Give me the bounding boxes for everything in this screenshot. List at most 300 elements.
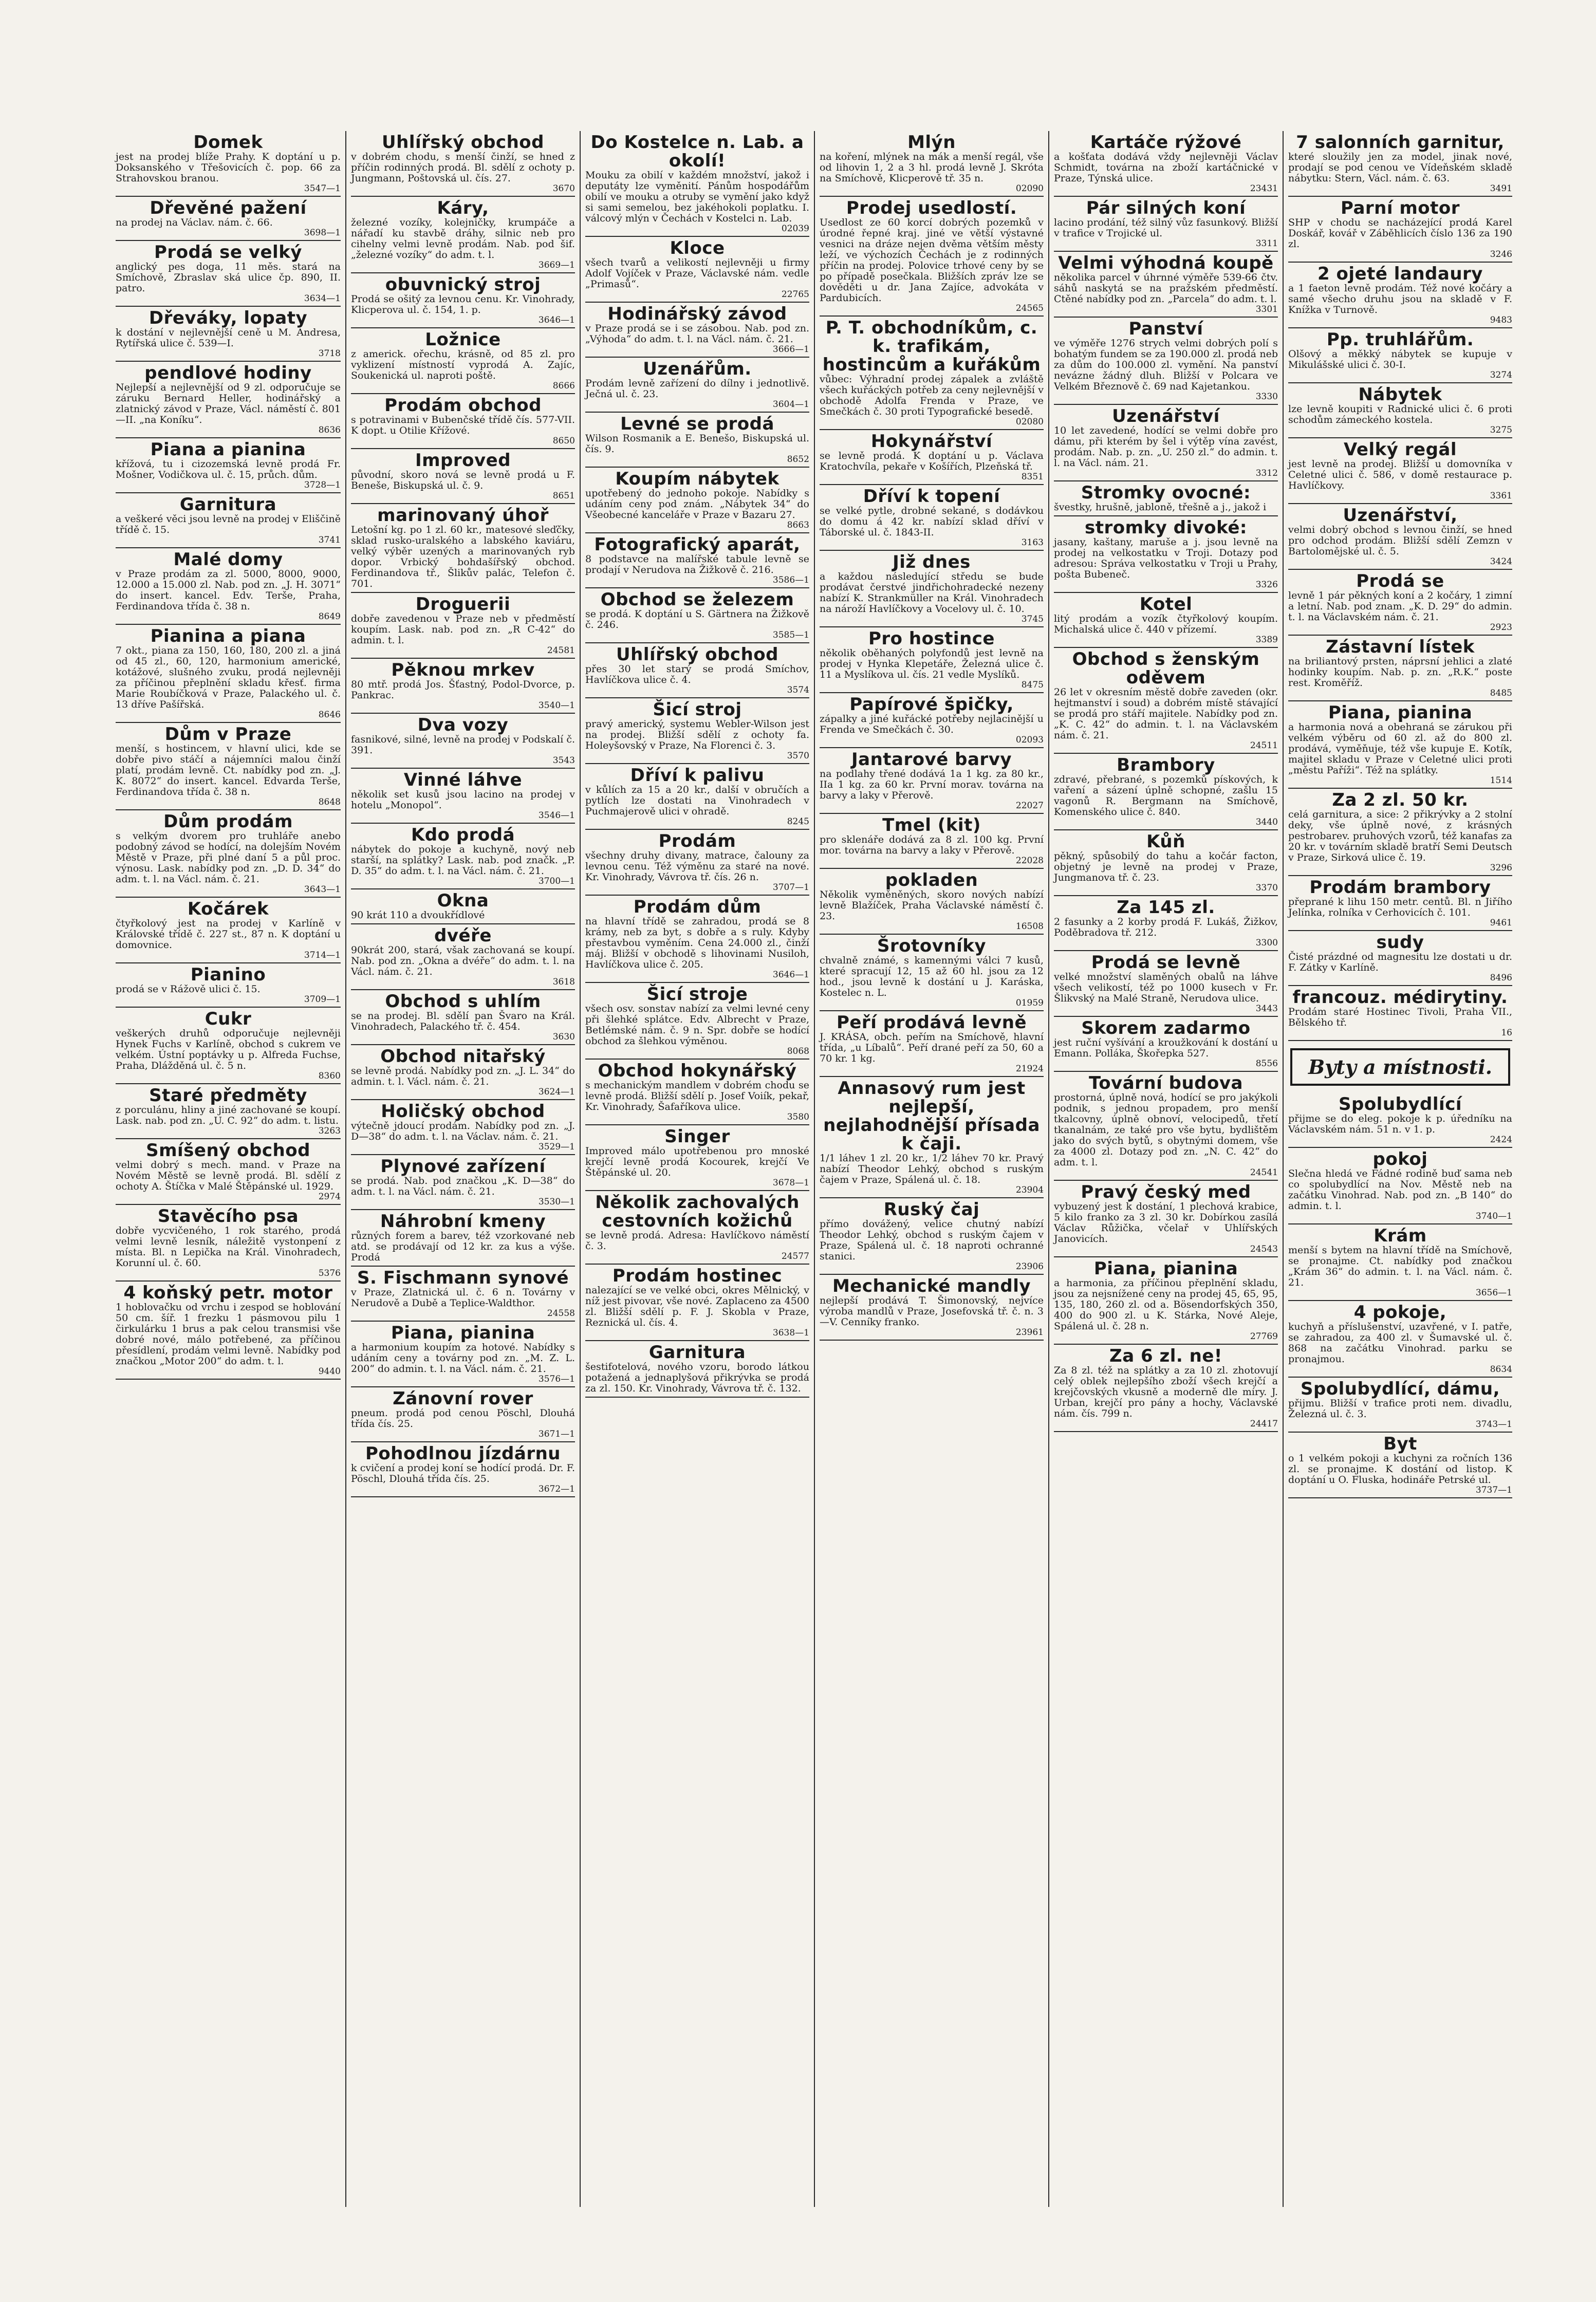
- ad-body: menší s bytem na hlavní třídě na Smíchově, se pronajme. Ct. nabídky pod značkou „Krám 36“ do admin. t. l. na Václ. nám. č. 21.: [1288, 1245, 1512, 1288]
- ad-number: 3671—1: [538, 1429, 575, 1439]
- ad-body: pěkný, spůsobilý do tahu a kočár facton, objetný je levně na prodej v Praze, Jungmanova tř. č. 23.: [1054, 850, 1278, 883]
- ad-number: 16508: [1015, 921, 1044, 932]
- ad-title: Piana a pianina: [150, 439, 306, 460]
- ad-body: fasnikové, silné, levně na prodej v Podskalí č. 391.: [351, 734, 575, 756]
- ad-body: výtečně jdoucí prodám. Nabídky pod zn. „J. D—38“ do adm. t. l. na Václav. nám. č. 21.: [351, 1120, 575, 1142]
- ad-body: pravý americký, systemu Webler-Wilson jest na prodej. Bližší sdělí z ochoty fa. Holeyšovský v Praze, Na Florenci č. 3.: [585, 718, 809, 751]
- ad-title: Byt: [1383, 1434, 1417, 1454]
- classified-ad: [351, 197, 575, 273]
- classified-ad: [820, 935, 1044, 1011]
- ad-number: 22765: [781, 289, 809, 300]
- ad-body: několika parcel v úhrnné výměře 539-66 čtv. sáhů naskytá se na pražském předměstí. Ctěné nabídky pod zn. „Parcela“ do adm. t. l.: [1054, 272, 1278, 305]
- ad-title: Obchod s uhlím: [385, 991, 541, 1012]
- ad-number: 23431: [1250, 183, 1278, 194]
- classified-ad: [351, 1045, 575, 1100]
- ad-body: Wilson Rosmanik a E. Benešo, Biskupská ul. čís. 9.: [585, 433, 809, 455]
- ad-body: lacino prodání, též silný vůz fasunkový. Bližší v trafice v Trojické ul.: [1054, 217, 1278, 239]
- ad-title: Malé domy: [173, 549, 283, 570]
- ad-title: Prodám: [658, 831, 736, 851]
- ad-body: 10 let zavedené, hodící se velmi dobře pro dámu, při kterém by šel i výtěp vína zavést, prodám. Nab. p. zn. „U. 250 zl.“ do admin. t. l. na Václ. nám. 21.: [1054, 425, 1278, 469]
- ad-body: přes 30 let starý se prodá Smíchov, Havlíčkova ulice č. 4.: [585, 663, 809, 685]
- ad-number: 3576—1: [538, 1374, 575, 1384]
- classified-ad: [820, 485, 1044, 551]
- ad-body: J. KRÁSA, obch. peřím na Smíchově, hlavní třída, „u Líbalů“. Peří drané peří za 50, 60 a 70 kr. 1 kg.: [820, 1031, 1044, 1064]
- ad-number: 3656—1: [1475, 1288, 1512, 1298]
- ad-body: lze levně koupiti v Radnické ulici č. 6 proti schodům zámeckého kostela.: [1288, 403, 1512, 425]
- ad-title: Kloce: [670, 238, 725, 258]
- ad-body: 90 krát 110 a dvoukřídlové: [351, 909, 485, 921]
- ad-title: Hodinářský závod: [607, 304, 787, 324]
- ad-number: 2424: [1490, 1135, 1512, 1145]
- ad-title: Kůň: [1146, 831, 1185, 852]
- ad-body: všech osv. sonstav nabízí za velmi levné ceny při šlehké splátce. Edv. Albrecht v Praze, Betlémské nám. č. 9 n. Spr. dobře se hodící obchod za šlehkou výměnou.: [585, 1003, 809, 1047]
- classified-ad: [1288, 931, 1512, 986]
- ad-body: z americk. ořechu, krásně, od 85 zl. pro vyklizení místností vyprodá A. Zajíc, Soukenická ul. naproti poště.: [351, 348, 575, 381]
- ad-title: Prodám brambory: [1309, 877, 1491, 898]
- ad-body: na koření, mlýnek na mák a menší regál, vše od lihovin 1, 2 a 3 hl. prodá levně J. Skróta na Smíchově, Klicperově tř. 35 n.: [820, 151, 1044, 184]
- ad-number: 3311: [1255, 238, 1278, 249]
- ad-number: 3743—1: [1475, 1419, 1512, 1430]
- ad-number: 8634: [1490, 1364, 1512, 1375]
- ad-title: Kotel: [1139, 594, 1193, 615]
- ad-body: nejlepší prodává T. Šimonovský, nejvíce výroba mandlů v Praze, Josefovská tř. č. n. 3—V. Cenníky franko.: [820, 1295, 1044, 1328]
- ad-title: Ruský čaj: [883, 1199, 980, 1220]
- classified-ad: [116, 241, 341, 307]
- classified-ad: [1054, 1017, 1278, 1072]
- ad-title: Spolubydlící: [1339, 1094, 1462, 1115]
- ad-title: P. T. obchodníkům, c. k. trafikám, hostincům a kuřákům: [822, 318, 1041, 375]
- ad-body: přímo dovážený, velice chutný nabízí Theodor Lehký, obchod s ruským čajem v Praze, Spálená ul. č. 18 naproti ochranné stanici.: [820, 1218, 1044, 1262]
- ad-title: 4 koňský petr. motor: [123, 1283, 333, 1303]
- classified-ad: [351, 990, 575, 1045]
- ad-body: přijmu. Bližší v trafice proti nem. divadlu, Železná ul. č. 3.: [1288, 1398, 1512, 1420]
- ad-title: S. Fischmann synové: [357, 1268, 569, 1288]
- ad-title: Dům v Praze: [164, 724, 292, 745]
- classified-ad: [820, 1198, 1044, 1275]
- ad-body: zápalky a jiné kuřácké potřeby nejlacinější u Frenda ve Smečkách č. 30.: [820, 713, 1044, 735]
- ad-title: Garnitura: [648, 1342, 746, 1363]
- classified-ad: [1054, 1257, 1278, 1345]
- ad-number: 8636: [318, 425, 341, 435]
- ad-body: 2 fasunky a 2 korby prodá F. Lukáš, Žižkov, Poděbradova tř. 212.: [1054, 916, 1278, 938]
- ad-number: 3698—1: [304, 228, 341, 238]
- ad-title: Prodá se: [1356, 571, 1444, 591]
- ad-body: a každou následující středu se bude prodávat čerstvé jindřichohradecké nezeny nabízí K. Strankmüller na Král. Vinohradech na nároží Havlíčkovy a Vocelovy ul. č. 10.: [820, 571, 1044, 615]
- ad-body: dobře zavedenou v Praze neb v předměstí koupím. Lask. nab. pod zn. „R C-42“ do admin. t. l.: [351, 613, 575, 646]
- ad-body: se prodá. Nab. pod značkou „K. D—38“ do adm. t. l. na Václ. nám. č. 21.: [351, 1175, 575, 1197]
- ad-title: Prodá se levně: [1091, 952, 1241, 973]
- ad-number: 3718: [318, 348, 341, 359]
- ad-body: se levně prodá. K doptání u p. Václava Kratochvíla, pekaře v Košířích, Plzeňská tř.: [820, 450, 1044, 472]
- classified-ad: [1288, 1148, 1512, 1224]
- classified-ad: [1288, 636, 1512, 701]
- classified-ad: [1288, 1093, 1512, 1148]
- classified-ad: [820, 1011, 1044, 1077]
- classified-ad: [1288, 438, 1512, 504]
- ad-body: levně 1 pár pěkných koní a 2 kočáry, 1 zimní a letní. Nab. pod znam. „K. D. 29“ do admin. t. l. na Václavském nám. č. 21.: [1288, 590, 1512, 623]
- ad-number: 02039: [781, 224, 809, 234]
- classified-ad: [116, 898, 341, 963]
- classified-ad: [585, 1125, 809, 1191]
- ad-body: Slečna hledá ve Fádné rodině buď sama neb co spolubydlící na Nov. Městě neb na začátku Vinohrad. Nab. pod zn. „B 140“ do admin. t. l.: [1288, 1168, 1512, 1212]
- classified-ad: [116, 810, 341, 898]
- column-2: [345, 131, 580, 2207]
- classified-ad: [820, 814, 1044, 869]
- ad-title: Peří prodává levně: [836, 1012, 1027, 1033]
- classified-ad: [820, 1275, 1044, 1341]
- ad-title: Dva vozy: [417, 715, 509, 735]
- ad-body: Prodám levně zařízení do dílny i jednotlivě. Ječná ul. č. 23.: [585, 378, 809, 400]
- ad-title: Obchod hokynářský: [598, 1061, 797, 1081]
- ad-body: SHP v chodu se nacházející prodá Karel Doskář, kovář v Záběhlicích číslo 136 za 190 zl.: [1288, 217, 1512, 250]
- classified-ad: [351, 394, 575, 449]
- ad-body: prodá se v Rážově ulici č. 15.: [116, 983, 261, 995]
- classified-ad: [1288, 876, 1512, 931]
- ad-body: křížová, tu i cizozemská levně prodá Fr. Mošner, Vodičkova ul. č. 15, průch. dům.: [116, 458, 341, 480]
- classified-ad: [585, 588, 809, 643]
- classified-ad: [1054, 197, 1278, 252]
- ad-title: Pianina a piana: [150, 626, 306, 646]
- ad-body: v Praze prodám za zl. 5000, 8000, 9000, 12.000 a 15.000 zl. Nab. pod zn. „J. H. 3071“ do insert. kancel. Edv. Terše, Praha, Ferdinandova třída č. 38 n.: [116, 568, 341, 612]
- ad-title: Mlýn: [907, 132, 956, 153]
- ad-body: několik set kusů jsou lacino na prodej v hotelu „Monopol“.: [351, 789, 575, 811]
- ad-number: 3669—1: [538, 260, 575, 270]
- ad-number: 8475: [1021, 680, 1044, 690]
- ad-title: Mechanické mandly: [832, 1276, 1031, 1296]
- ad-title: Domek: [193, 132, 263, 153]
- classified-ad: [351, 1210, 575, 1267]
- ad-title: Holičský obchod: [381, 1101, 545, 1122]
- ad-number: 22028: [1015, 856, 1044, 866]
- ad-number: 3263: [318, 1126, 341, 1136]
- ad-number: 3740—1: [1475, 1211, 1512, 1221]
- ad-number: 8245: [787, 816, 809, 827]
- classified-ad: [1054, 648, 1278, 754]
- ad-body: z porculánu, hliny a jiné zachované se koupí. Lask. nab. pod zn. „U. C. 92“ do adm. t. listu.: [116, 1104, 341, 1126]
- ad-title: Dříví k topení: [863, 486, 1000, 507]
- ad-number: 8485: [1490, 688, 1512, 698]
- ad-number: 8652: [787, 454, 809, 465]
- ad-number: 3646—1: [538, 315, 575, 325]
- ad-number: 1514: [1490, 775, 1512, 786]
- classified-ad: [585, 698, 809, 764]
- classified-ad: [585, 896, 809, 983]
- ad-body: dobře vycvičeného, 1 rok starého, prodá velmi levně lesník, náležitě vystonpení z místa. Bl. n Lepička na Král. Vinohradech, Korunní ul. č. 60.: [116, 1225, 341, 1269]
- ad-body: železné vozíky, kolejničky, krumpáče a nářadí ku stavbě dráhy, silnic neb pro cihelny velmi levně prodám. Nab. pod šif. „železné vozíky“ do adm. t. l.: [351, 217, 575, 261]
- ad-body: 7 okt., piana za 150, 160, 180, 200 zl. a jiná od 45 zl., 60, 120, harmonium americké, kotážové, slušného zvuku, prodá nejlevněji za příčinou přeplnění skladu křesť. firma Marie Roubíčková v Praze, Palackého ul. č. 13 dříve Pašířská.: [116, 645, 341, 710]
- ad-title: pokladen: [885, 870, 978, 890]
- ad-body: pneum. prodá pod cenou Pöschl, Dlouhá třída čís. 25.: [351, 1407, 575, 1430]
- ad-number: 9440: [318, 1366, 341, 1377]
- classified-ad: [585, 413, 809, 468]
- ad-number: 3491: [1490, 183, 1512, 194]
- ad-body: o 1 velkém pokoji a kuchyni za ročních 136 zl. se pronajme. K dostání od listop. K doptání u O. Fluska, hodináře Petrské ul.: [1288, 1453, 1512, 1486]
- classified-ad: [585, 533, 809, 588]
- ad-number: 3638—1: [772, 1328, 809, 1338]
- ad-body: na podlahy třené dodává 1a 1 kg. za 80 kr., IIa 1 kg. za 60 kr. První morav. továrna na barvy a laky v Přerově.: [820, 768, 1044, 801]
- ad-title: Káry,: [437, 198, 489, 218]
- ad-title: Velmi výhodná koupě: [1058, 253, 1274, 273]
- section-heading: Byty a místnosti.: [1290, 1048, 1510, 1086]
- ad-body: několik oběhaných polyfondů jest levně na prodej v Hynka Klepetáře, Železná ulice č. 11 a Myslíkova ul. čís. 21 vedle Myslíků.: [820, 647, 1044, 680]
- ad-number: 3643—1: [304, 884, 341, 895]
- ad-title: Za 2 zl. 50 kr.: [1332, 790, 1469, 810]
- ad-number: 3540—1: [538, 700, 575, 711]
- classified-ad: [351, 824, 575, 889]
- ad-number: 8648: [318, 797, 341, 807]
- ad-number: 3330: [1255, 392, 1278, 402]
- ad-body: na hlavní třídě se zahradou, prodá se 8 krámy, neb za byt, s dobře a s ruly. Kdyby přestavbou vyměním. Cena 24.000 zl., činží máj. Bližší v obchodě s lihovinami Nusiloh, Havlíčkova ulice č. 205.: [585, 916, 809, 970]
- ad-body: 80 mtř. prodá Jos. Šťastný, Podol-Dvorce, p. Pankrac.: [351, 679, 575, 701]
- column-5: [1048, 131, 1283, 2207]
- ad-body: k cvičení a prodej koní se hodící prodá. Dr. F. Pöschl, Dlouhá třída čís. 25.: [351, 1462, 575, 1484]
- ad-body: Letošní kg. po 1 zl. 60 kr., matesové sleďčky, sklad rusko-uralského a labského kaviáru, velký výběr uzených a marinovaných ryb dopor. Vrbický bohdašířský obchod. Ferdinandova tř., Šlikův palác, Telefon č. 701.: [351, 524, 575, 589]
- ad-title: pendlové hodiny: [144, 363, 312, 383]
- classified-ad: [585, 131, 809, 237]
- ad-body: čtyřkolový jest na prodej v Karlíně v Královské třídě č. 227 st., 87 n. K doptání u domovnice.: [116, 918, 341, 951]
- ad-title: Ložnice: [425, 329, 501, 350]
- ad-title: pokoj: [1372, 1149, 1428, 1169]
- ad-number: 3630: [552, 1032, 575, 1042]
- ad-body: upotřebený do jednoho pokoje. Nabídky s udáním ceny pod znám. „Nábytek 34“ do Všeobecné kanceláře v Praze v Bazaru 27.: [585, 488, 809, 521]
- ad-number: 24511: [1250, 740, 1278, 751]
- ad-number: 02080: [1015, 417, 1044, 427]
- ad-title: Singer: [664, 1126, 730, 1147]
- classified-ad: [1288, 263, 1512, 328]
- ad-number: 24541: [1250, 1167, 1278, 1178]
- ad-number: 3543: [552, 755, 575, 766]
- classified-ad: [1288, 328, 1512, 383]
- ad-body: jest levně na prodej. Bližší u domovníka v Celetné ulici č. 586, v domě restaurace p. Havlíčkovy.: [1288, 458, 1512, 491]
- ad-number: 8650: [552, 436, 575, 446]
- ad-title: Piana, pianina: [1328, 702, 1473, 723]
- ad-body: ve výměře 1276 strych velmi dobrých polí s bohatým fundem se za 190.000 zl. prodá neb za dům do 100.000 zl. vymění. Na panství nevázne žádný dluh. Bližší v Polcara ve Velkém Březnově č. 69 nad Kajetankou.: [1054, 338, 1278, 392]
- ad-number: 3585—1: [772, 630, 809, 640]
- ad-number: 3246: [1490, 249, 1512, 259]
- ad-number: 22027: [1015, 801, 1044, 811]
- ad-title: Za 6 zl. ne!: [1109, 1346, 1222, 1366]
- ad-body: v dobrém chodu, s menší činží, se hned z příčin rodinných prodá. Bl. sdělí z ochoty p. Jungmann, Poštovská ul. čís. 27.: [351, 151, 575, 184]
- ad-title: Jantarové barvy: [851, 749, 1012, 770]
- ad-title: Levné se prodá: [620, 414, 774, 434]
- classified-ad: [116, 131, 341, 197]
- ad-title: Papírové špičky,: [849, 694, 1014, 715]
- ad-title: Prodej usedlostí.: [846, 198, 1017, 218]
- classified-ad: [1054, 593, 1278, 648]
- ad-title: Smíšený obchod: [146, 1140, 310, 1161]
- ad-body: k dostání v nejlevnější ceně u M. Andresa, Rytířská ulice č. 539—I.: [116, 327, 341, 349]
- ad-body: v Praze, Zlatnická ul. č. 6 n. Továrny v Nerudově a Dubě a Teplice-Waldthor.: [351, 1287, 575, 1309]
- ad-body: chvalně známé, s kamennými válci 7 kusů, které spracují 12, 15 až 60 hl. jsou za 12 hod., jsou levně k dostání u J. Karáska, Kostelec n. L.: [820, 955, 1044, 998]
- ad-title: Do Kostelce n. Lab. a okolí!: [590, 132, 804, 171]
- classified-ad: [585, 358, 809, 413]
- ad-body: přeprané k lihu 150 metr. centů. Bl. n Jiřího Jelínka, rolníka v Cerhovicích č. 101.: [1288, 896, 1512, 918]
- ad-number: 21924: [1015, 1064, 1044, 1074]
- classified-ad: [1288, 701, 1512, 789]
- ad-body: Olšový a měkký nábytek se kupuje v Mikulášské ulici č. 30-I.: [1288, 348, 1512, 370]
- classified-ad: [1288, 383, 1512, 438]
- ad-body: s potravinami v Bubenčské třídě čís. 577-VII. K dopt. u Otilie Křížové.: [351, 414, 575, 436]
- ad-title: Tmel (kit): [882, 815, 981, 836]
- classified-ad: [1054, 481, 1278, 516]
- ad-number: 3546—1: [538, 810, 575, 821]
- ad-body: v kůlích za 15 a 20 kr., další v obručích a pytlích lze dostati na Vinohradech v Puchmajerově ulici v ohradě.: [585, 784, 809, 817]
- ad-body: Čisté prázdné od magnesitu lze dostati u dr. F. Zátky v Karlíně.: [1288, 951, 1512, 973]
- ad-title: sudy: [1376, 932, 1424, 953]
- classified-ad: [1288, 1224, 1512, 1301]
- ad-number: 3301: [1255, 304, 1278, 314]
- ad-number: 3389: [1255, 635, 1278, 645]
- ad-number: 3370: [1255, 883, 1278, 893]
- ad-number: 8663: [787, 520, 809, 530]
- ad-number: 24558: [547, 1308, 575, 1319]
- ad-number: 01959: [1015, 998, 1044, 1008]
- ad-title: Staré předměty: [149, 1085, 307, 1106]
- ad-body: a harmonia, za příčinou přeplnění skladu, jsou za nejsnížené ceny na prodej 45, 65, 95, 135, 180, 260 zl. od a. Bösendorfských 350, 400 do 900 zl. u K. Stárka, Nové Aleje, Spálená ul. č. 28 n.: [1054, 1277, 1278, 1332]
- ad-body: které sloužily jen za model, jinak nové, prodají se pod cenou ve Vídeňském skladě nábytku: Stern, Václ. nám. č. 63.: [1288, 151, 1512, 184]
- classified-ad: [1288, 1301, 1512, 1378]
- ad-body: všechny druhy divany, matrace, čalouny za levnou cenu. Též výměnu za staré na nové. Kr. Vinohrady, Vávrova tř. čís. 26 n.: [585, 850, 809, 883]
- classified-ad: [820, 430, 1044, 485]
- classified-ad: [820, 317, 1044, 430]
- ad-body: menší, s hostincem, v hlavní ulici, kde se dobře pivo stáčí a nájemníci malou činží platí, prodám levně. Ct. nabídky pod zn. „J. K. 8072“ do insert. kancel. Edvarda Terše, Ferdinandova třída č. 38 n.: [116, 743, 341, 797]
- ad-title: Uzenářům.: [643, 359, 752, 379]
- ad-title: Velký regál: [1343, 439, 1457, 460]
- ad-body: s velkým dvorem pro truhláře anebo podobný závod se hodící, na dolejším Novém Městě v Praze, při plné daní 5 a půl proc. výnosu. Lask. nabídky pod zn. „D. D. 34“ do adm. t. l. na Václ. nám. č. 21.: [116, 830, 341, 885]
- ad-title: Stavěcího psa: [157, 1206, 299, 1227]
- ad-title: Parní motor: [1340, 198, 1460, 218]
- ad-body: jasany, kaštany, maruše a j. jsou levně na prodej na velkostatku v Troji. Dotazy pod adresou: Správa velkostatku v Troji u Prahy, pošta Bubeneč.: [1054, 536, 1278, 580]
- classified-ad: [820, 131, 1044, 197]
- ad-number: 3741: [318, 535, 341, 545]
- classified-ad: [351, 924, 575, 990]
- ad-body: Prodá se ošitý za levnou cenu. Kr. Vinohrady, Klicperova ul. č. 154, 1. p.: [351, 293, 575, 315]
- ad-number: 8651: [552, 491, 575, 501]
- ad-title: Plynové zařízení: [380, 1156, 546, 1177]
- ad-number: 02093: [1015, 735, 1044, 745]
- ad-title: Piana, pianina: [1093, 1258, 1238, 1279]
- classified-ad: [585, 1060, 809, 1125]
- classified-ad: [116, 625, 341, 723]
- ad-number: 3634—1: [304, 293, 341, 304]
- ad-title: Nábytek: [1358, 384, 1442, 405]
- ad-title: Kdo prodá: [411, 825, 515, 845]
- ad-number: 23906: [1015, 1261, 1044, 1272]
- classified-ad: [1054, 252, 1278, 318]
- ad-number: 8360: [318, 1071, 341, 1081]
- ad-title: Krám: [1374, 1226, 1427, 1246]
- ad-number: 9483: [1490, 315, 1512, 325]
- ad-body: pro sklenáře dodává za 8 zl. 100 kg. První mor. továrna na barvy a laky v Přerově.: [820, 834, 1044, 856]
- ad-title: Již dnes: [893, 552, 971, 572]
- column-4: [814, 131, 1048, 2207]
- ad-number: 3624—1: [538, 1087, 575, 1097]
- ad-title: Panství: [1128, 319, 1203, 339]
- ad-title: Tovární budova: [1089, 1073, 1243, 1093]
- ad-number: 9461: [1490, 918, 1512, 928]
- classified-ad: [116, 1139, 341, 1205]
- classified-ad: [351, 1267, 575, 1322]
- ad-body: švestky, hrušně, jabloně, třešně a j., jakož i: [1054, 502, 1267, 513]
- classified-ad: [351, 1155, 575, 1210]
- ad-number: 8496: [1490, 973, 1512, 983]
- classified-ad: [585, 237, 809, 303]
- ad-title: Prodám dům: [633, 897, 762, 917]
- classified-ad: [820, 693, 1044, 748]
- classified-ad: [820, 748, 1044, 814]
- classified-ad: [1288, 504, 1512, 570]
- ad-number: 3646—1: [772, 970, 809, 980]
- ad-title: Prodám obchod: [384, 395, 542, 416]
- ad-number: 24417: [1250, 1419, 1278, 1429]
- ad-title: 4 pokoje,: [1353, 1302, 1447, 1323]
- ad-number: 3672—1: [538, 1484, 575, 1494]
- ad-body: Za 8 zl. též na splátky a za 10 zl. zhotovují celý oblek nejlepšího zboží všech krejčí a krejčovských vkusně a moderně dle míry. J. Urban, krejčí pro pány a hochy, Václavské nám. čís. 799 n.: [1054, 1365, 1278, 1419]
- ad-number: 3424: [1490, 556, 1512, 567]
- ad-title: Pár silných koní: [1086, 198, 1246, 218]
- classified-ad: [1288, 197, 1512, 263]
- ad-title: 2 ojeté landaury: [1317, 264, 1483, 284]
- classified-ad: [1054, 830, 1278, 896]
- classified-ad: [351, 328, 575, 394]
- classified-ad: [116, 1084, 341, 1139]
- ad-number: 3443: [1255, 1004, 1278, 1014]
- ad-number: 16: [1501, 1028, 1512, 1038]
- ad-body: se levně prodá. Adresa: Havlíčkovo náměstí č. 3.: [585, 1230, 809, 1252]
- classified-ad: [116, 548, 341, 625]
- ad-body: nábytek do pokoje a kuchyně, nový neb starší, na splátky? Lask. nab. pod značk. „P. D. 35“ do adm. t. l. na Václ. nám. č. 21.: [351, 844, 575, 877]
- ad-number: 23961: [1015, 1327, 1044, 1338]
- ad-title: Uzenářství,: [1343, 505, 1458, 526]
- classified-ad: [820, 1077, 1044, 1198]
- ad-body: na prodej na Václav. nám. č. 66.: [116, 217, 273, 228]
- classified-ad: [351, 714, 575, 769]
- ad-number: 3163: [1021, 537, 1044, 548]
- classified-ad: [1054, 318, 1278, 405]
- ad-title: francouz. médirytiny.: [1292, 987, 1508, 1008]
- ad-body: se levně prodá. Nabídky pod zn. „J. L. 34“ do admin. t. l. Václ. nám. č. 21.: [351, 1065, 575, 1087]
- classified-ad: [1054, 754, 1278, 830]
- ad-title: 7 salonních garnitur,: [1296, 132, 1505, 153]
- classified-ad: [1288, 789, 1512, 876]
- ad-number: 3580: [787, 1112, 809, 1122]
- ad-title: Annasový rum jest nejlepší, nejlahodnější přísada k čaji.: [823, 1078, 1040, 1154]
- classified-ad: [585, 830, 809, 896]
- ad-body: veškerých druhů odporučuje nejlevněji Hynek Fuchs v Karlíně, obchod s cukrem ve velkém. Ústní poptávky u p. Alfreda Fuchse, Praha, Dlážděná ul. č. 5 n.: [116, 1028, 341, 1071]
- ad-title: Šicí stroj: [653, 699, 742, 720]
- ad-title: Cukr: [205, 1009, 252, 1029]
- classified-ad: [820, 627, 1044, 693]
- ad-body: Několik vyměněných, skoro nových nabízí levně Blažíček, Praha Václavské náměstí č. 23.: [820, 889, 1044, 922]
- ad-number: 24543: [1250, 1244, 1278, 1254]
- ad-number: 3529—1: [538, 1142, 575, 1152]
- classified-ad: [1054, 516, 1278, 593]
- ad-number: 3361: [1490, 491, 1512, 501]
- ad-number: 24577: [781, 1251, 809, 1261]
- ad-title: Garnitura: [179, 494, 277, 515]
- ad-title: Droguerii: [415, 594, 511, 615]
- ad-body: celá garnitura, a sice: 2 přikrývky a 2 stolní deky, vše úplně nové, z krásných pestrobarev. pruhových vzorů, též kanafas za 20 kr. v továrním skladě bratří Semi Deutsch v Praze, Sirková ulice č. 19.: [1288, 809, 1512, 863]
- ad-number: 3274: [1490, 370, 1512, 380]
- ad-number: 3678—1: [772, 1178, 809, 1188]
- ad-title: Pěknou mrkev: [391, 660, 535, 680]
- ad-number: 3300: [1255, 938, 1278, 948]
- classified-ad: [351, 504, 575, 593]
- classified-ad: [1054, 1345, 1278, 1432]
- ad-body: 8 podstavce na malířské tabule levně se prodají v Nerudova na Žižkově č. 216.: [585, 553, 809, 576]
- classified-ad: [351, 449, 575, 504]
- classified-ad: [116, 493, 341, 548]
